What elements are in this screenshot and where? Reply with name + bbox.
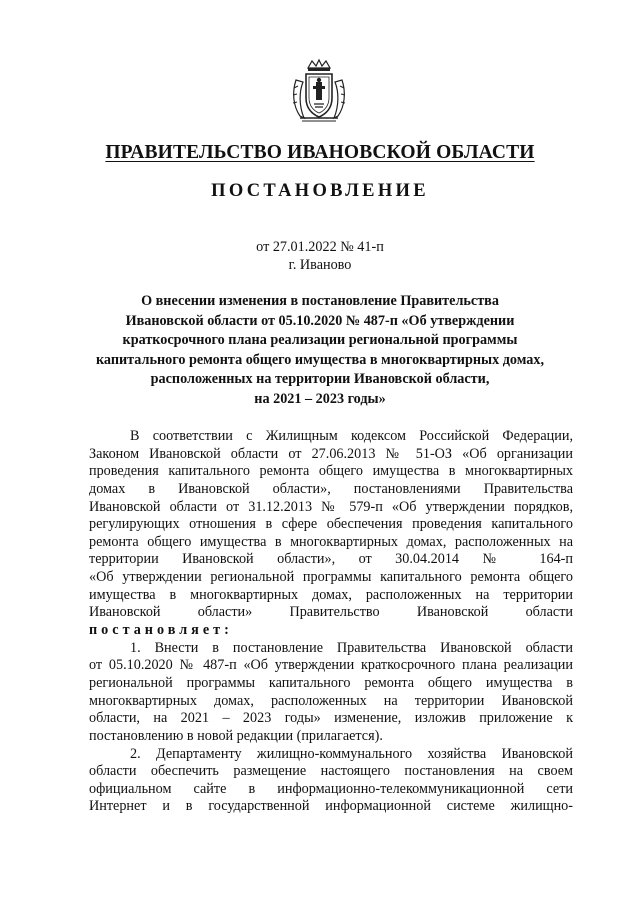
subject-line: краткосрочного плана реализации региональной программы xyxy=(122,332,518,349)
body-line: Законом Ивановской области от 27.06.2013 № 51-ОЗ «Об организации xyxy=(89,445,573,462)
subject-line: на 2021 – 2023 годы» xyxy=(254,390,386,407)
body-line: постановлению в новой редакции (прилагается). xyxy=(89,727,383,744)
body-line: регулирующих отношения в сфере обеспечения проведения капитального xyxy=(89,516,573,533)
body-line: 1. Внести в постановление Правительства Ивановской области xyxy=(130,639,573,656)
body-line: территории Ивановской области», от 30.04.2014 № 164-п xyxy=(89,551,573,568)
document-body xyxy=(89,428,573,816)
body-line: области, на 2021 – 2023 годы» изменение, изложив приложение к xyxy=(89,710,573,727)
body-line: региональной программы капитального ремонта общего имущества в xyxy=(89,674,573,691)
resolution-word: постановляет: xyxy=(89,622,233,639)
body-line: от 05.10.2020 № 487-п «Об утверждении краткосрочного плана реализации xyxy=(89,657,573,674)
body-line: 2. Департаменту жилищно-коммунального хозяйства Ивановской xyxy=(130,745,573,762)
body-line: официальном сайте в информационно-телекоммуникационной сети xyxy=(89,780,573,797)
subject-line: капитального ремонта общего имущества в многоквартирных домах, xyxy=(95,351,545,368)
coat-of-arms-icon xyxy=(290,58,348,124)
body-line: ремонта общего имущества в многоквартирных домах, расположенных на xyxy=(89,533,573,550)
body-line: «Об утверждении региональной программы капитального ремонта общего xyxy=(89,569,573,586)
body-line: области обеспечить размещение настоящего постановления на своем xyxy=(89,763,573,780)
body-line: проведения капитального ремонта общего имущества в многоквартирных xyxy=(89,463,573,480)
organization-title: ПРАВИТЕЛЬСТВО ИВАНОВСКОЙ ОБЛАСТИ xyxy=(105,142,535,163)
subject-line: расположенных на территории Ивановской области, xyxy=(150,371,490,388)
document-subject xyxy=(86,292,554,410)
document-type: ПОСТАНОВЛЕНИЕ xyxy=(211,181,429,201)
body-line: Ивановской области от 31.12.2013 № 579-п «Об утверждении порядков, xyxy=(89,498,573,515)
subject-line: О внесении изменения в постановление Правительства xyxy=(141,293,499,309)
body-line: многоквартирных домах, расположенных на территории Ивановской xyxy=(89,692,573,709)
body-line: Ивановской области» Правительство Ивановской области xyxy=(89,604,573,621)
date-number: от 27.01.2022 № 41-п xyxy=(256,239,384,255)
document-meta xyxy=(0,238,640,274)
subject-line: Ивановской области от 05.10.2020 № 487-п «Об утверждении xyxy=(125,312,515,329)
body-line: домах в Ивановской области», постановлениями Правительства xyxy=(89,480,573,497)
body-line: Интернет и в государственной информационной системе жилищно- xyxy=(89,798,573,815)
body-line: В соответствии с Жилищным кодексом Российской Федерации, xyxy=(130,428,573,444)
city: г. Иваново xyxy=(288,257,352,273)
body-line: имущества в многоквартирных домах, расположенных на территории xyxy=(89,586,573,603)
